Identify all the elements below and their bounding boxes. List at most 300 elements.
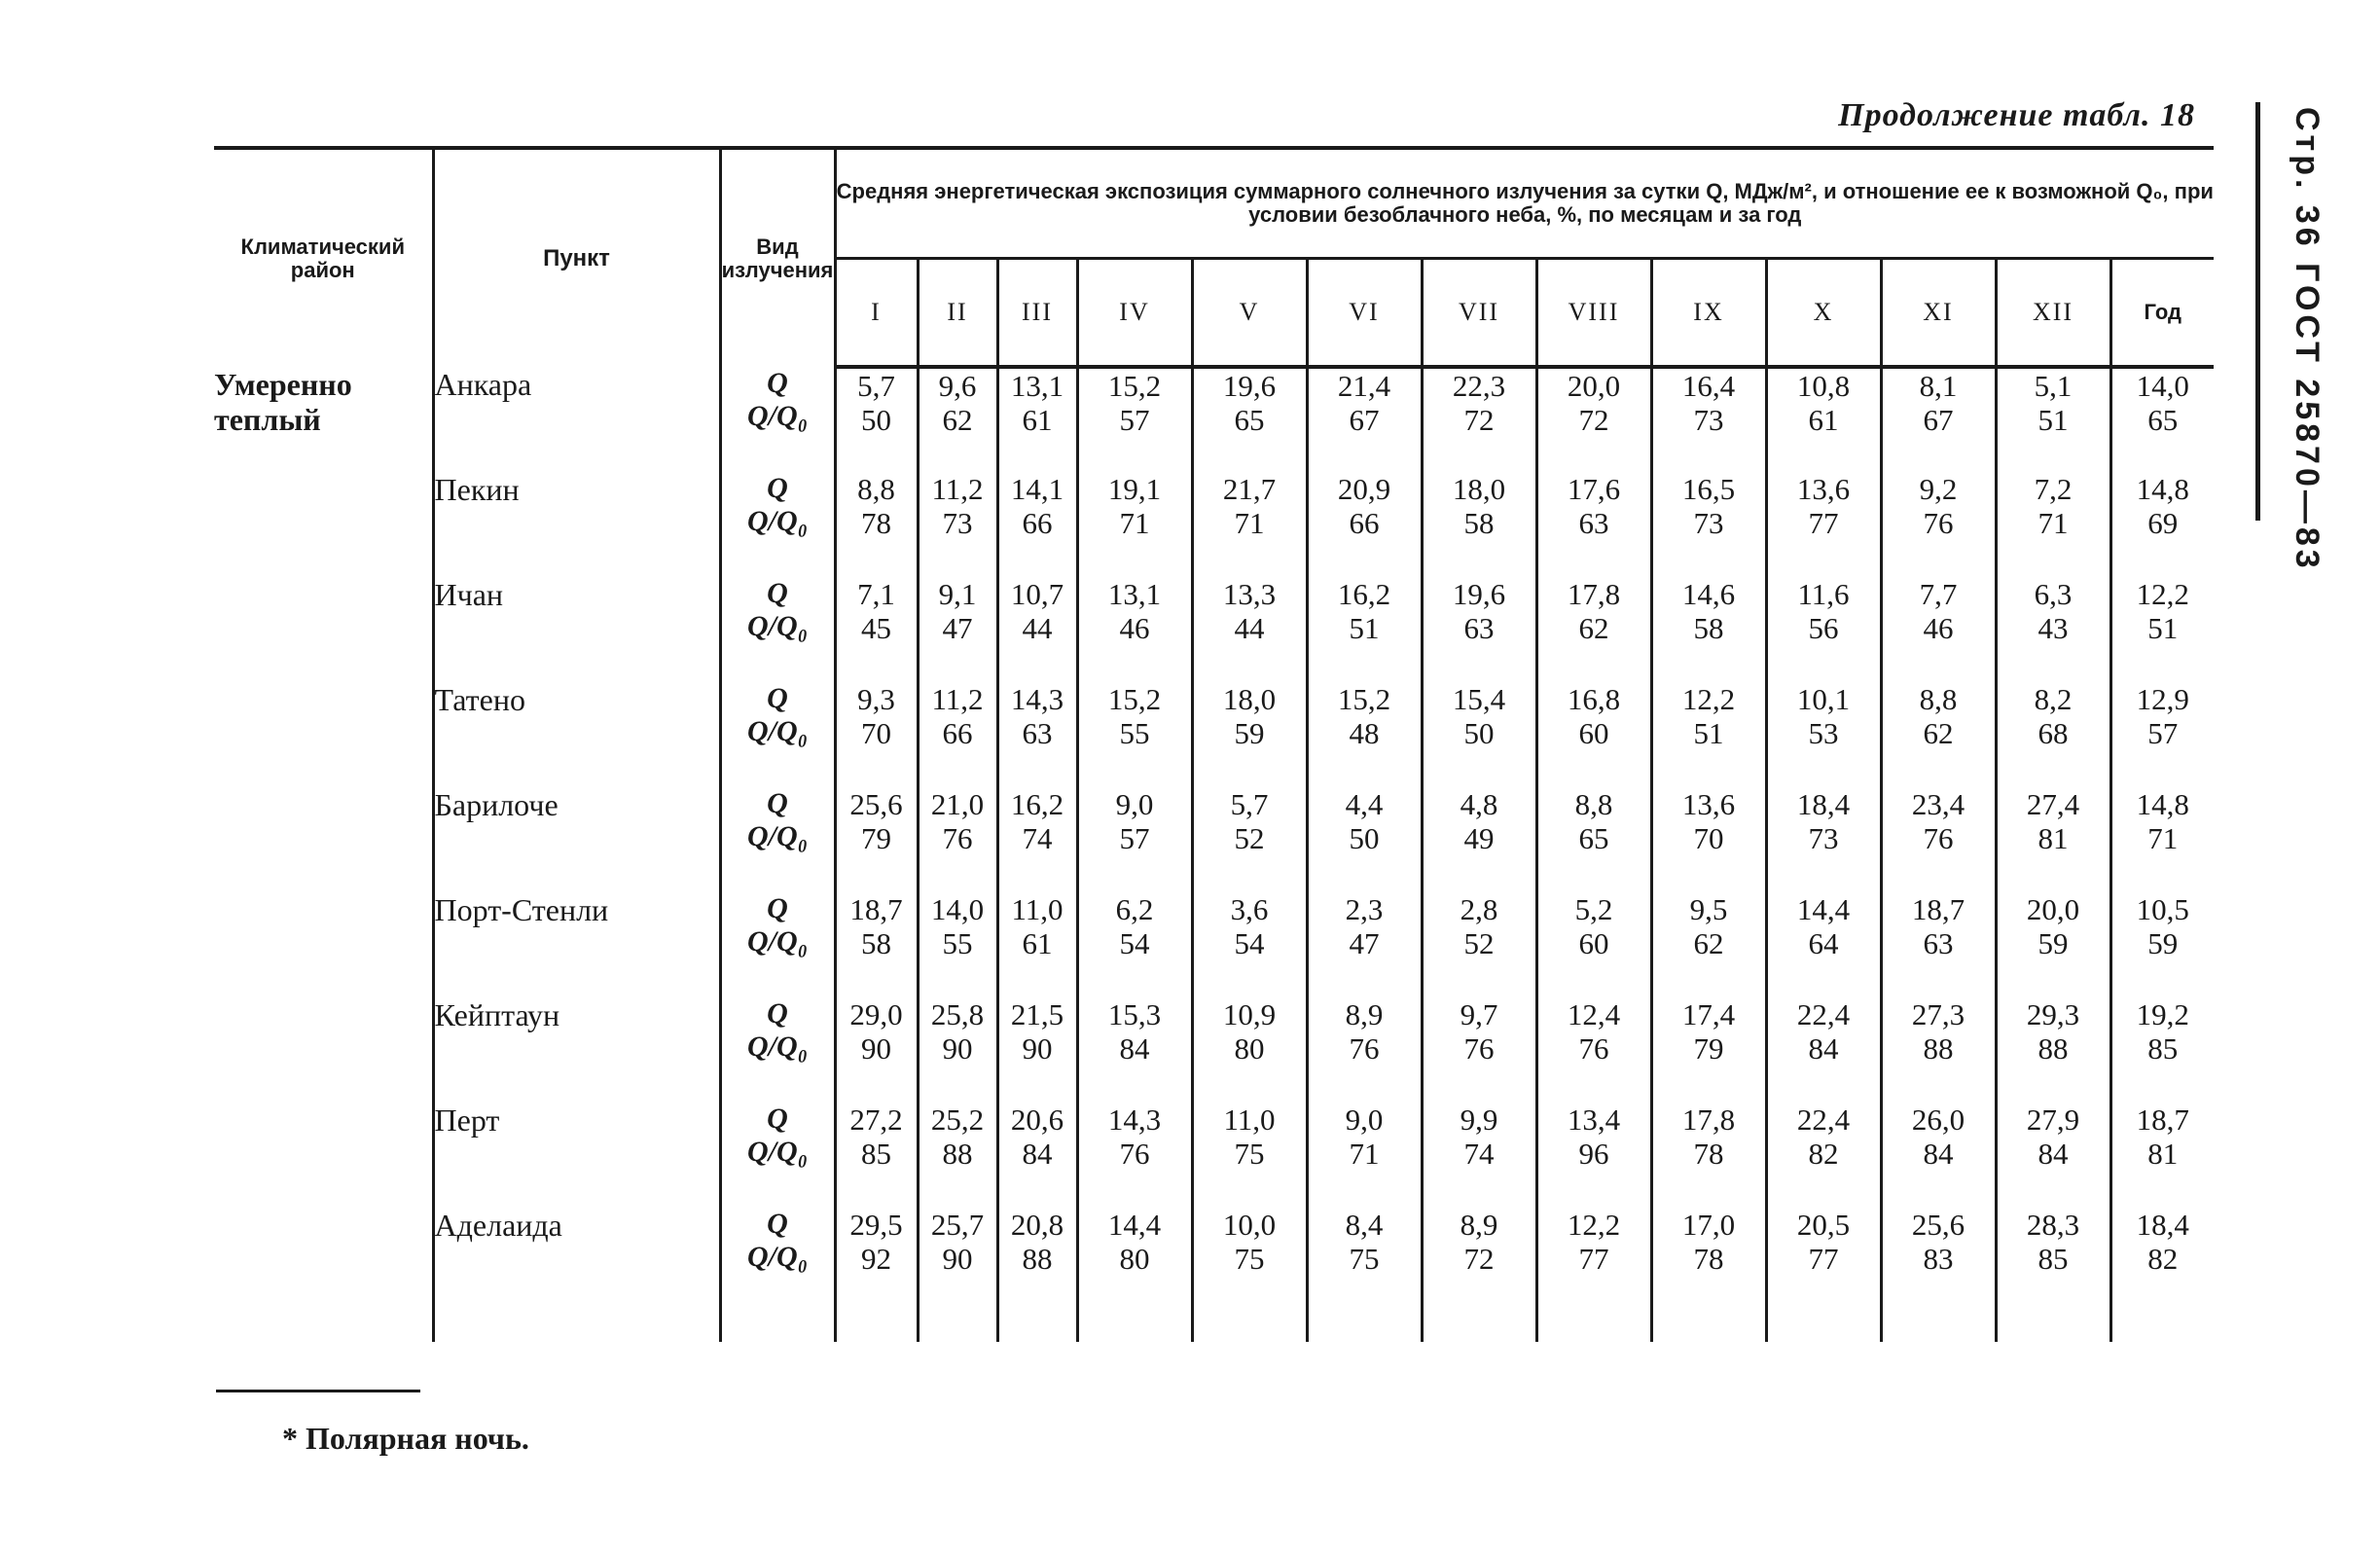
ratio-value: 61 (1808, 403, 1839, 437)
value-cell (1996, 367, 2110, 472)
ratio-value: 72 (1578, 403, 1609, 437)
q-value: 9,1 (938, 577, 977, 611)
header-type: Вид излучения (720, 148, 835, 367)
ratio-value: 67 (1923, 403, 1954, 437)
value-cell (1881, 682, 1996, 787)
q-value: 19,1 (1107, 472, 1162, 506)
q-value: 13,1 (1107, 577, 1162, 611)
month-header: XI (1881, 259, 1996, 368)
value-cell (997, 367, 1077, 472)
ratio-value: 60 (1578, 716, 1609, 750)
value-cell (1422, 472, 1536, 577)
q-value: 9,0 (1345, 1102, 1384, 1137)
type-q-label: Q (767, 1102, 788, 1135)
value-cell (1192, 1208, 1307, 1342)
radiation-type-cell (720, 787, 835, 892)
ratio-value: 52 (1234, 821, 1265, 855)
ratio-value: 45 (861, 611, 891, 645)
ratio-value: 46 (1119, 611, 1150, 645)
type-q-label: Q (767, 787, 788, 819)
q-value: 11,6 (1797, 577, 1850, 611)
ratio-value: 88 (1923, 1031, 1954, 1066)
radiation-type-cell (720, 472, 835, 577)
ratio-value: 85 (2147, 1031, 2179, 1066)
ratio-value: 55 (942, 926, 973, 960)
q-value: 19,6 (1222, 369, 1277, 403)
value-cell (997, 997, 1077, 1102)
value-cell (1077, 892, 1192, 997)
ratio-value: 51 (2147, 611, 2179, 645)
q-value: 5,7 (1230, 787, 1269, 821)
ratio-value: 85 (2037, 1242, 2069, 1276)
q-value: 26,0 (1911, 1102, 1965, 1137)
ratio-value: 88 (2037, 1031, 2069, 1066)
q-value: 11,0 (1223, 1102, 1276, 1137)
ratio-value: 74 (1463, 1137, 1495, 1171)
type-ratio-label: Q/Q₀ (746, 400, 809, 432)
ratio-value: 65 (1234, 403, 1265, 437)
value-cell (1307, 1102, 1422, 1208)
ratio-value: 76 (1349, 1031, 1380, 1066)
q-value: 15,2 (1107, 369, 1162, 403)
value-cell (1651, 682, 1766, 787)
ratio-value: 57 (1119, 821, 1150, 855)
month-header: VII (1422, 259, 1536, 368)
ratio-value: 58 (861, 926, 891, 960)
q-value: 17,6 (1567, 472, 1621, 506)
value-cell (918, 367, 997, 472)
value-cell (1077, 1102, 1192, 1208)
q-value: 15,2 (1337, 682, 1391, 716)
q-value: 11,2 (931, 472, 984, 506)
q-value: 8,9 (1460, 1208, 1498, 1242)
ratio-value: 59 (1234, 716, 1265, 750)
table-row (214, 997, 2214, 1102)
table-row (214, 1208, 2214, 1342)
ratio-value: 71 (1234, 506, 1265, 540)
value-cell (1192, 787, 1307, 892)
q-value: 7,7 (1919, 577, 1958, 611)
ratio-value: 47 (942, 611, 973, 645)
value-cell (1307, 577, 1422, 682)
ratio-value: 83 (1923, 1242, 1954, 1276)
month-header: IV (1077, 259, 1192, 368)
ratio-value: 60 (1578, 926, 1609, 960)
value-cell (1192, 1102, 1307, 1208)
value-cell (1422, 892, 1536, 997)
q-value: 16,4 (1681, 369, 1736, 403)
q-value: 12,2 (2136, 577, 2189, 611)
value-cell (1996, 892, 2110, 997)
ratio-value: 73 (1693, 506, 1724, 540)
ratio-value: 76 (1119, 1137, 1150, 1171)
value-cell (1422, 997, 1536, 1102)
ratio-value: 56 (1808, 611, 1839, 645)
value-cell (918, 472, 997, 577)
q-value: 22,4 (1796, 1102, 1851, 1137)
value-cell (1536, 682, 1651, 787)
value-cell (835, 1208, 918, 1342)
value-cell (1881, 997, 1996, 1102)
value-cell (1077, 682, 1192, 787)
q-value: 25,6 (849, 787, 903, 821)
q-value: 8,1 (1919, 369, 1958, 403)
q-value: 17,8 (1567, 577, 1621, 611)
q-value: 14,4 (1796, 892, 1851, 926)
q-value: 6,3 (2034, 577, 2073, 611)
value-cell (2110, 997, 2214, 1102)
value-cell (1881, 577, 1996, 682)
side-header (2238, 107, 2355, 572)
ratio-value: 88 (942, 1137, 973, 1171)
q-value: 16,2 (1337, 577, 1391, 611)
radiation-type-cell (720, 577, 835, 682)
q-value: 18,0 (1452, 472, 1506, 506)
value-cell (1422, 787, 1536, 892)
value-cell (835, 892, 918, 997)
value-cell (1192, 472, 1307, 577)
value-cell (1536, 892, 1651, 997)
ratio-value: 88 (1022, 1242, 1053, 1276)
table-row (214, 892, 2214, 997)
q-value: 6,2 (1115, 892, 1154, 926)
ratio-value: 62 (1693, 926, 1724, 960)
table-continuation-caption: Продолжение табл. 18 (1838, 97, 2195, 133)
q-value: 29,3 (2026, 997, 2080, 1031)
ratio-value: 51 (2037, 403, 2069, 437)
value-cell (1766, 1208, 1881, 1342)
ratio-value: 59 (2037, 926, 2069, 960)
q-value: 15,4 (1452, 682, 1506, 716)
q-value: 8,4 (1345, 1208, 1384, 1242)
ratio-value: 73 (1693, 403, 1724, 437)
value-cell (1536, 1208, 1651, 1342)
q-value: 10,0 (1222, 1208, 1277, 1242)
q-value: 10,8 (1796, 369, 1851, 403)
q-value: 3,6 (1230, 892, 1269, 926)
value-cell (1536, 787, 1651, 892)
table-row (214, 682, 2214, 787)
q-value: 23,4 (1911, 787, 1965, 821)
value-cell (1651, 367, 1766, 472)
value-cell (1192, 997, 1307, 1102)
month-header: I (835, 259, 918, 368)
header-climate: Климатический район (214, 148, 433, 367)
q-value: 16,8 (1567, 682, 1621, 716)
value-cell (1996, 472, 2110, 577)
q-value: 9,9 (1460, 1102, 1498, 1137)
ratio-value: 63 (1022, 716, 1053, 750)
ratio-value: 65 (2147, 403, 2179, 437)
ratio-value: 96 (1578, 1137, 1609, 1171)
radiation-type-cell (720, 1208, 835, 1342)
ratio-value: 50 (1463, 716, 1495, 750)
ratio-value: 90 (942, 1242, 973, 1276)
q-value: 2,8 (1460, 892, 1498, 926)
value-cell (1536, 472, 1651, 577)
ratio-value: 71 (2037, 506, 2069, 540)
q-value: 29,5 (849, 1208, 903, 1242)
value-cell (1651, 997, 1766, 1102)
type-q-label: Q (767, 577, 788, 609)
radiation-type-cell (720, 892, 835, 997)
value-cell (835, 577, 918, 682)
q-value: 25,7 (930, 1208, 985, 1242)
value-cell (1766, 997, 1881, 1102)
q-value: 25,8 (930, 997, 985, 1031)
q-value: 5,7 (857, 369, 895, 403)
ratio-value: 73 (1808, 821, 1839, 855)
value-cell (1307, 1208, 1422, 1342)
value-cell (1307, 367, 1422, 472)
value-cell (1881, 1208, 1996, 1342)
value-cell (1192, 682, 1307, 787)
ratio-value: 82 (2147, 1242, 2179, 1276)
q-value: 13,4 (1567, 1102, 1621, 1137)
value-cell (1307, 682, 1422, 787)
q-value: 8,8 (1919, 682, 1958, 716)
value-cell (835, 1102, 918, 1208)
q-value: 12,9 (2136, 682, 2189, 716)
ratio-value: 54 (1234, 926, 1265, 960)
value-cell (918, 1208, 997, 1342)
month-header: V (1192, 259, 1307, 368)
type-ratio-label: Q/Q₀ (746, 715, 809, 747)
q-value: 25,6 (1911, 1208, 1965, 1242)
point-name-cell: Перт (433, 1102, 720, 1208)
table-body (214, 367, 2214, 1342)
ratio-value: 92 (861, 1242, 891, 1276)
value-cell (2110, 682, 2214, 787)
type-ratio-label: Q/Q₀ (746, 820, 809, 852)
type-q-label: Q (767, 472, 788, 504)
ratio-value: 80 (1234, 1031, 1265, 1066)
value-cell (1766, 682, 1881, 787)
type-ratio-label: Q/Q₀ (746, 1241, 809, 1273)
value-cell (1307, 787, 1422, 892)
ratio-value: 62 (1578, 611, 1609, 645)
type-ratio-label: Q/Q₀ (746, 505, 809, 537)
ratio-value: 63 (1923, 926, 1954, 960)
ratio-value: 61 (1022, 926, 1053, 960)
type-ratio-label: Q/Q₀ (746, 610, 809, 642)
value-cell (1651, 1102, 1766, 1208)
q-value: 7,1 (857, 577, 895, 611)
value-cell (997, 682, 1077, 787)
ratio-value: 90 (942, 1031, 973, 1066)
value-cell (1766, 367, 1881, 472)
q-value: 20,9 (1337, 472, 1391, 506)
q-value: 17,8 (1681, 1102, 1736, 1137)
value-cell (2110, 787, 2214, 892)
type-q-label: Q (767, 682, 788, 714)
q-value: 14,3 (1107, 1102, 1162, 1137)
value-cell (1766, 1102, 1881, 1208)
table-row (214, 367, 2214, 472)
header-point: Пункт (433, 148, 720, 367)
q-value: 5,1 (2034, 369, 2073, 403)
value-cell (1766, 787, 1881, 892)
ratio-value: 70 (861, 716, 891, 750)
value-cell (1307, 997, 1422, 1102)
value-cell (997, 892, 1077, 997)
ratio-value: 67 (1349, 403, 1380, 437)
value-cell (1766, 577, 1881, 682)
value-cell (1996, 997, 2110, 1102)
ratio-value: 68 (2037, 716, 2069, 750)
ratio-value: 50 (861, 403, 891, 437)
value-cell (1536, 577, 1651, 682)
q-value: 27,3 (1911, 997, 1965, 1031)
table-row (214, 472, 2214, 577)
q-value: 14,0 (930, 892, 985, 926)
ratio-value: 44 (1022, 611, 1053, 645)
type-q-label: Q (767, 892, 788, 924)
q-value: 28,3 (2026, 1208, 2080, 1242)
q-value: 10,5 (2136, 892, 2189, 926)
value-cell (1996, 787, 2110, 892)
ratio-value: 78 (1693, 1242, 1724, 1276)
point-name-cell: Анкара (433, 367, 720, 472)
q-value: 2,3 (1345, 892, 1384, 926)
value-cell (1307, 472, 1422, 577)
value-cell (835, 787, 918, 892)
value-cell (1881, 367, 1996, 472)
value-cell (1192, 577, 1307, 682)
ratio-value: 66 (942, 716, 973, 750)
value-cell (835, 367, 918, 472)
ratio-value: 53 (1808, 716, 1839, 750)
ratio-value: 65 (1578, 821, 1609, 855)
value-cell (918, 892, 997, 997)
ratio-value: 75 (1234, 1242, 1265, 1276)
q-value: 8,8 (1574, 787, 1613, 821)
q-value: 10,1 (1796, 682, 1851, 716)
q-value: 22,3 (1452, 369, 1506, 403)
ratio-value: 76 (942, 821, 973, 855)
ratio-value: 90 (861, 1031, 891, 1066)
q-value: 12,2 (1681, 682, 1736, 716)
ratio-value: 71 (2147, 821, 2179, 855)
ratio-value: 63 (1463, 611, 1495, 645)
value-cell (1192, 367, 1307, 472)
ratio-value: 70 (1693, 821, 1724, 855)
value-cell (2110, 577, 2214, 682)
ratio-value: 76 (1578, 1031, 1609, 1066)
footnote-rule (216, 1390, 420, 1392)
value-cell (918, 577, 997, 682)
q-value: 11,0 (1011, 892, 1064, 926)
q-value: 21,7 (1222, 472, 1277, 506)
ratio-value: 46 (1923, 611, 1954, 645)
value-cell (1422, 367, 1536, 472)
month-header: VI (1307, 259, 1422, 368)
q-value: 4,4 (1345, 787, 1384, 821)
value-cell (1422, 577, 1536, 682)
q-value: 14,8 (2136, 787, 2189, 821)
ratio-value: 44 (1234, 611, 1265, 645)
q-value: 17,0 (1681, 1208, 1736, 1242)
ratio-value: 75 (1234, 1137, 1265, 1171)
value-cell (918, 682, 997, 787)
value-cell (997, 577, 1077, 682)
value-cell (1077, 997, 1192, 1102)
ratio-value: 55 (1119, 716, 1150, 750)
month-header: VIII (1536, 259, 1651, 368)
ratio-value: 78 (1693, 1137, 1724, 1171)
ratio-value: 77 (1808, 1242, 1839, 1276)
value-cell (997, 1102, 1077, 1208)
value-cell (1077, 472, 1192, 577)
q-value: 16,5 (1681, 472, 1736, 506)
ratio-value: 62 (1923, 716, 1954, 750)
ratio-value: 77 (1578, 1242, 1609, 1276)
type-ratio-label: Q/Q₀ (746, 925, 809, 958)
point-name-cell: Кейптаун (433, 997, 720, 1102)
type-q-label: Q (767, 1208, 788, 1240)
q-value: 22,4 (1796, 997, 1851, 1031)
ratio-value: 72 (1463, 403, 1495, 437)
ratio-value: 49 (1463, 821, 1495, 855)
value-cell (1536, 367, 1651, 472)
value-cell (835, 682, 918, 787)
ratio-value: 64 (1808, 926, 1839, 960)
type-ratio-label: Q/Q₀ (746, 1030, 809, 1063)
q-value: 18,0 (1222, 682, 1277, 716)
radiation-type-cell (720, 997, 835, 1102)
value-cell (1766, 472, 1881, 577)
ratio-value: 58 (1693, 611, 1724, 645)
value-cell (2110, 472, 2214, 577)
q-value: 8,2 (2034, 682, 2073, 716)
ratio-value: 78 (861, 506, 891, 540)
q-value: 18,7 (1911, 892, 1965, 926)
q-value: 15,2 (1107, 682, 1162, 716)
month-header: II (918, 259, 997, 368)
value-cell (997, 787, 1077, 892)
ratio-value: 71 (1119, 506, 1150, 540)
q-value: 20,8 (1010, 1208, 1064, 1242)
q-value: 29,0 (849, 997, 903, 1031)
value-cell (1996, 1208, 2110, 1342)
ratio-value: 76 (1463, 1031, 1495, 1066)
ratio-value: 43 (2037, 611, 2069, 645)
q-value: 14,0 (2136, 369, 2189, 403)
q-value: 13,3 (1222, 577, 1277, 611)
value-cell (1077, 367, 1192, 472)
value-cell (2110, 367, 2214, 472)
ratio-value: 84 (1923, 1137, 1954, 1171)
q-value: 19,6 (1452, 577, 1506, 611)
q-value: 21,4 (1337, 369, 1391, 403)
q-value: 9,3 (857, 682, 895, 716)
value-cell (1651, 787, 1766, 892)
ratio-value: 52 (1463, 926, 1495, 960)
ratio-value: 79 (861, 821, 891, 855)
q-value: 27,2 (849, 1102, 903, 1137)
q-value: 9,2 (1919, 472, 1958, 506)
value-cell (1651, 472, 1766, 577)
type-ratio-label: Q/Q₀ (746, 1136, 809, 1168)
q-value: 27,9 (2026, 1102, 2080, 1137)
q-value: 14,3 (1010, 682, 1064, 716)
q-value: 14,1 (1010, 472, 1064, 506)
value-cell (918, 787, 997, 892)
q-value: 10,7 (1010, 577, 1064, 611)
value-cell (1996, 1102, 2110, 1208)
month-header: Год (2110, 259, 2214, 368)
q-value: 14,8 (2136, 472, 2189, 506)
